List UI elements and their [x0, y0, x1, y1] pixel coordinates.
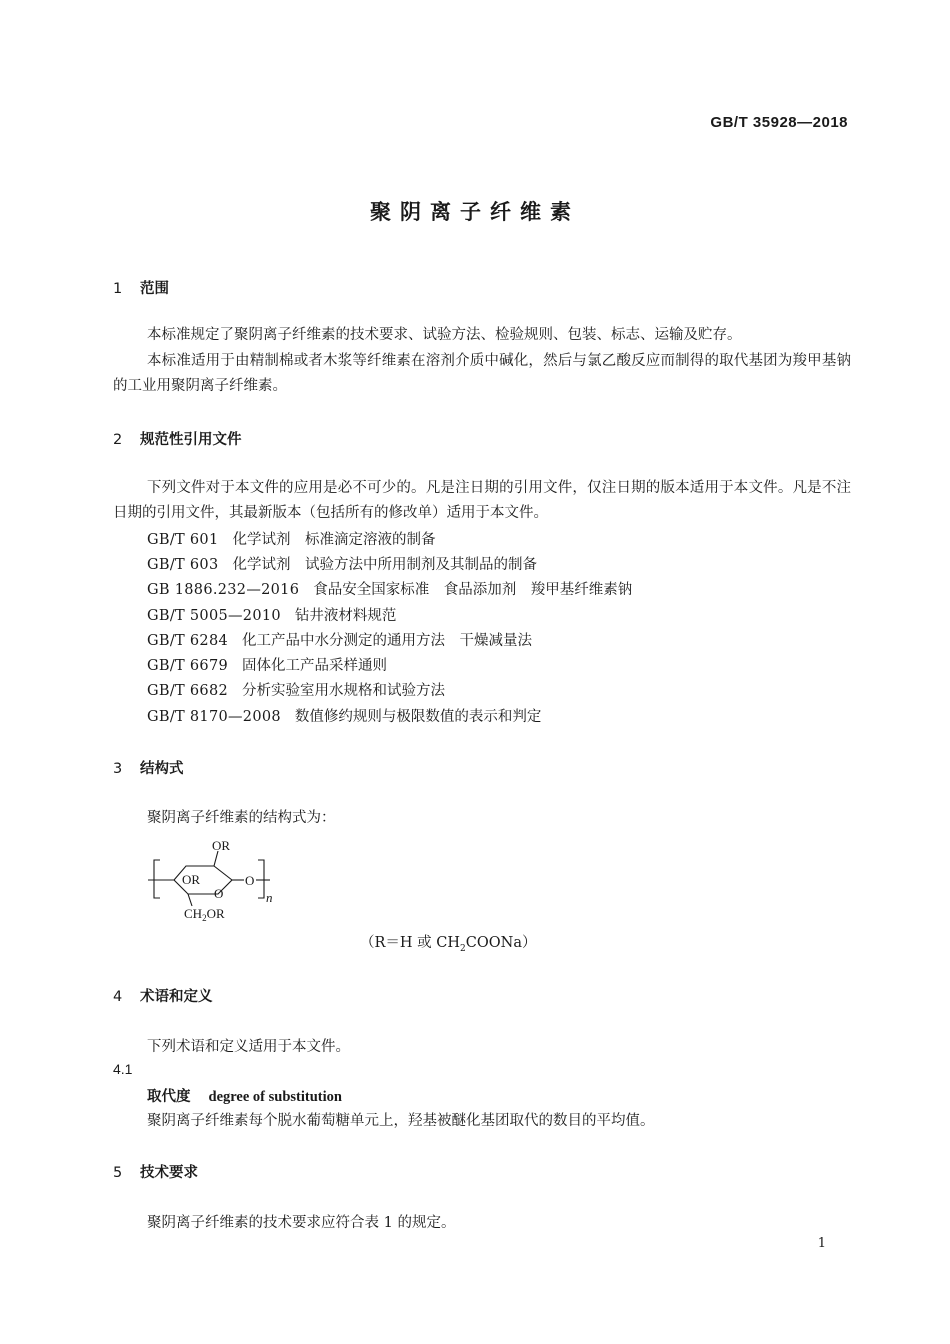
- term-en: degree of substitution: [208, 1089, 342, 1105]
- section-number: 3: [113, 761, 123, 777]
- side-group-pre: CH: [184, 906, 203, 921]
- r-def-post: COONa）: [465, 935, 537, 951]
- standard-code: GB/T 35928—2018: [710, 114, 848, 131]
- right-bracket: [258, 860, 264, 898]
- structural-formula: [140, 834, 290, 926]
- scope-paragraph-1: 本标准规定了聚阴离子纤维素的技术要求、试验方法、检验规则、包装、标志、运输及贮存。: [147, 327, 742, 343]
- term-number: 4.1: [113, 1061, 133, 1077]
- reference-item: [147, 553, 537, 574]
- reference-item: [147, 578, 632, 599]
- section-number: 4: [113, 989, 123, 1005]
- formula-ring-oxygen: O: [214, 886, 224, 901]
- term-definition: 聚阴离子纤维素每个脱水葡萄糖单元上，羟基被醚化基团取代的数目的平均值。: [147, 1113, 655, 1129]
- reference-code: GB/T 8170—2008: [147, 709, 281, 725]
- section-heading-5: [113, 1161, 198, 1182]
- section-heading-2: [113, 428, 242, 449]
- reference-item: [147, 528, 435, 549]
- reference-code: GB/T 603: [147, 557, 219, 573]
- formula-side-group: [184, 906, 225, 923]
- r-definition: [360, 931, 536, 954]
- reference-item: [147, 679, 445, 700]
- r-def-pre: （R＝H 或 CH: [360, 935, 461, 951]
- formula-bridge-oxygen: O: [245, 873, 255, 888]
- section-title: 技术要求: [140, 1165, 198, 1181]
- requirements-intro: 聚阴离子纤维素的技术要求应符合表 1 的规定。: [147, 1215, 456, 1231]
- section-title: 术语和定义: [140, 989, 213, 1005]
- document-title: 聚阴离子纤维素: [370, 200, 580, 224]
- section-heading-4: [113, 985, 213, 1006]
- formula-ring-group: OR: [182, 872, 201, 887]
- section-number: 2: [113, 432, 123, 448]
- reference-title: 钻井液材料规范: [294, 608, 397, 624]
- reference-code: GB 1886.232—2016: [147, 582, 300, 598]
- reference-item: [147, 604, 396, 625]
- reference-item: [147, 705, 541, 726]
- section-number: 5: [113, 1165, 123, 1181]
- section-title: 规范性引用文件: [140, 432, 242, 448]
- left-bracket: [154, 860, 160, 898]
- reference-title: 化工产品中水分测定的通用方法 干燥减量法: [242, 633, 533, 649]
- r-def-sub: 2: [460, 943, 466, 954]
- side-group-post: OR: [206, 906, 225, 921]
- term-zh: 取代度: [147, 1088, 191, 1105]
- side-group-sub: 2: [202, 913, 207, 923]
- formula-intro: 聚阴离子纤维素的结构式为：: [147, 810, 336, 826]
- reference-title: 化学试剂 试验方法中所用制剂及其制品的制备: [232, 557, 537, 573]
- reference-item: [147, 629, 532, 650]
- section-heading-1: [113, 277, 169, 298]
- side-chain-bond: [188, 894, 192, 906]
- page-number: 1: [817, 1236, 826, 1251]
- reference-item: [147, 654, 387, 675]
- top-bond: [214, 851, 218, 866]
- reference-code: GB/T 6682: [147, 683, 229, 699]
- reference-code: GB/T 6679: [147, 658, 229, 674]
- reference-title: 分析实验室用水规格和试验方法: [242, 683, 446, 699]
- reference-code: GB/T 5005—2010: [147, 608, 281, 624]
- formula-top-group: OR: [212, 838, 231, 853]
- normative-intro-paragraph: 下列文件对于本文件的应用是必不可少的。凡是注日期的引用文件，仅注日期的版本适用于本文件。凡是不注日期的引用文件，其最新版本（包括所有的修改单）适用于本文件。: [113, 480, 851, 521]
- section-title: 范围: [140, 281, 169, 297]
- reference-title: 化学试剂 标准滴定溶液的制备: [232, 532, 436, 548]
- section-heading-3: [113, 757, 184, 778]
- reference-title: 食品安全国家标准 食品添加剂 羧甲基纤维素钠: [313, 582, 633, 598]
- reference-title: 固体化工产品采样通则: [242, 658, 388, 674]
- terms-intro: 下列术语和定义适用于本文件。: [147, 1039, 350, 1055]
- term-heading: [147, 1085, 342, 1106]
- formula-repeat-index: n: [266, 890, 273, 905]
- section-number: 1: [113, 281, 123, 297]
- section-title: 结构式: [140, 761, 184, 777]
- reference-code: GB/T 6284: [147, 633, 229, 649]
- scope-paragraph-2: 本标准适用于由精制棉或者木浆等纤维素在溶剂介质中碱化，然后与氯乙酸反应而制得的取代基团为羧甲基钠的工业用聚阴离子纤维素。: [113, 353, 851, 394]
- reference-code: GB/T 601: [147, 532, 219, 548]
- reference-title: 数值修约规则与极限数值的表示和判定: [294, 709, 542, 725]
